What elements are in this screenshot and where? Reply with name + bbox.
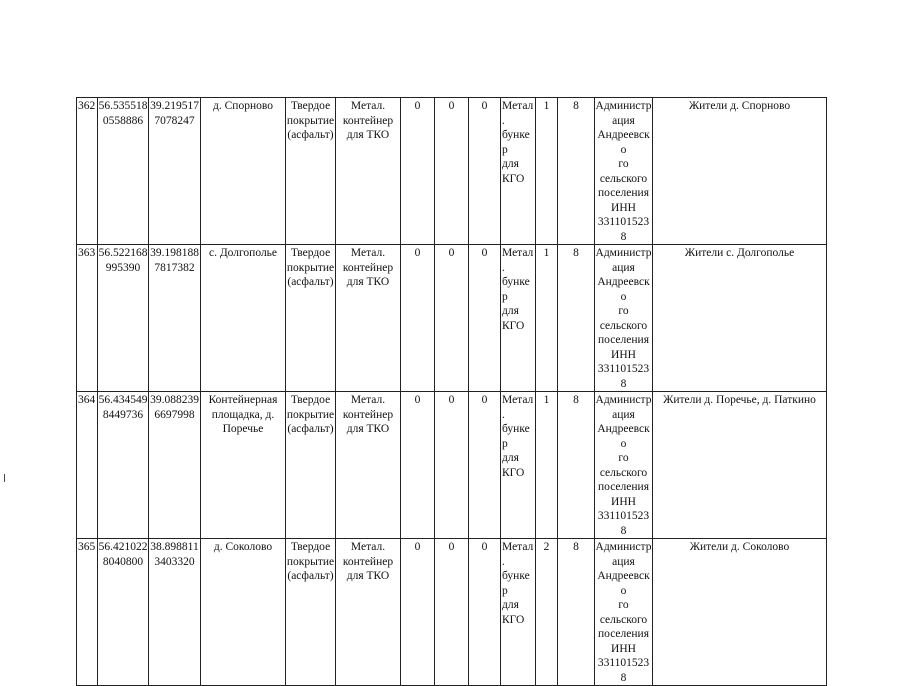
count-cell-3: 0 <box>469 392 501 539</box>
site-number-cell: 364 <box>77 392 98 539</box>
bunker-type-cell: Метал. бункер для КГО <box>501 539 536 686</box>
container-type-cell: Метал. контейнер для ТКО <box>336 245 401 392</box>
count-cell-2: 0 <box>435 245 469 392</box>
longitude-cell: 39.219517 7078247 <box>149 98 201 245</box>
owner-cell: Администр ация Андреевско го сельского поселения ИНН 3311015238 <box>595 392 653 539</box>
count-cell-2: 0 <box>435 539 469 686</box>
table-row <box>77 98 827 245</box>
count-cell-3: 0 <box>469 539 501 686</box>
residents-cell: Жители д. Поречье, д. Паткино <box>653 392 827 539</box>
residents-cell: Жители д. Спорново <box>653 98 827 245</box>
bunker-type-cell: Метал. бункер для КГО <box>501 245 536 392</box>
location-cell: Контейнерная площадка, д. Поречье <box>201 392 286 539</box>
latitude-cell: 56.421022 8040800 <box>98 539 149 686</box>
bunker-count-cell: 1 <box>536 392 558 539</box>
site-number-cell: 363 <box>77 245 98 392</box>
residents-cell: Жители с. Долгополье <box>653 245 827 392</box>
surface-type-cell: Твердое покрытие (асфальт) <box>286 98 336 245</box>
owner-cell: Администр ация Андреевско го сельского поселения ИНН 3311015238 <box>595 245 653 392</box>
count-cell-1: 0 <box>401 392 435 539</box>
container-type-cell: Метал. контейнер для ТКО <box>336 392 401 539</box>
site-number-cell: 362 <box>77 98 98 245</box>
bunker-volume-cell: 8 <box>558 245 595 392</box>
surface-type-cell: Твердое покрытие (асфальт) <box>286 245 336 392</box>
bunker-type-cell: Метал. бункер для КГО <box>501 98 536 245</box>
count-cell-3: 0 <box>469 98 501 245</box>
site-number-cell: 365 <box>77 539 98 686</box>
surface-type-cell: Твердое покрытие (асфальт) <box>286 392 336 539</box>
count-cell-2: 0 <box>435 98 469 245</box>
count-cell-1: 0 <box>401 98 435 245</box>
surface-type-cell: Твердое покрытие (асфальт) <box>286 539 336 686</box>
table-row <box>77 245 827 392</box>
container-type-cell: Метал. контейнер для ТКО <box>336 98 401 245</box>
bunker-volume-cell: 8 <box>558 539 595 686</box>
table-row <box>77 539 827 686</box>
container-type-cell: Метал. контейнер для ТКО <box>336 539 401 686</box>
count-cell-3: 0 <box>469 245 501 392</box>
bunker-count-cell: 1 <box>536 245 558 392</box>
longitude-cell: 39.198188 7817382 <box>149 245 201 392</box>
longitude-cell: 38.898811 3403320 <box>149 539 201 686</box>
residents-cell: Жители д. Соколово <box>653 539 827 686</box>
bunker-volume-cell: 8 <box>558 392 595 539</box>
count-cell-2: 0 <box>435 392 469 539</box>
bunker-type-cell: Метал. бункер для КГО <box>501 392 536 539</box>
longitude-cell: 39.088239 6697998 <box>149 392 201 539</box>
table-row <box>77 392 827 539</box>
location-cell: д. Соколово <box>201 539 286 686</box>
bunker-count-cell: 2 <box>536 539 558 686</box>
table-body <box>77 98 827 686</box>
count-cell-1: 0 <box>401 245 435 392</box>
location-cell: с. Долгополье <box>201 245 286 392</box>
owner-cell: Администр ация Андреевско го сельского поселения ИНН 3311015238 <box>595 539 653 686</box>
location-cell: д. Спорново <box>201 98 286 245</box>
latitude-cell: 56.434549 8449736 <box>98 392 149 539</box>
count-cell-1: 0 <box>401 539 435 686</box>
latitude-cell: 56.522168 995390 <box>98 245 149 392</box>
scan-artifact-mark <box>4 474 5 482</box>
latitude-cell: 56.535518 0558886 <box>98 98 149 245</box>
owner-cell: Администр ация Андреевско го сельского поселения ИНН 3311015238 <box>595 98 653 245</box>
bunker-volume-cell: 8 <box>558 98 595 245</box>
waste-sites-table <box>76 97 827 686</box>
bunker-count-cell: 1 <box>536 98 558 245</box>
